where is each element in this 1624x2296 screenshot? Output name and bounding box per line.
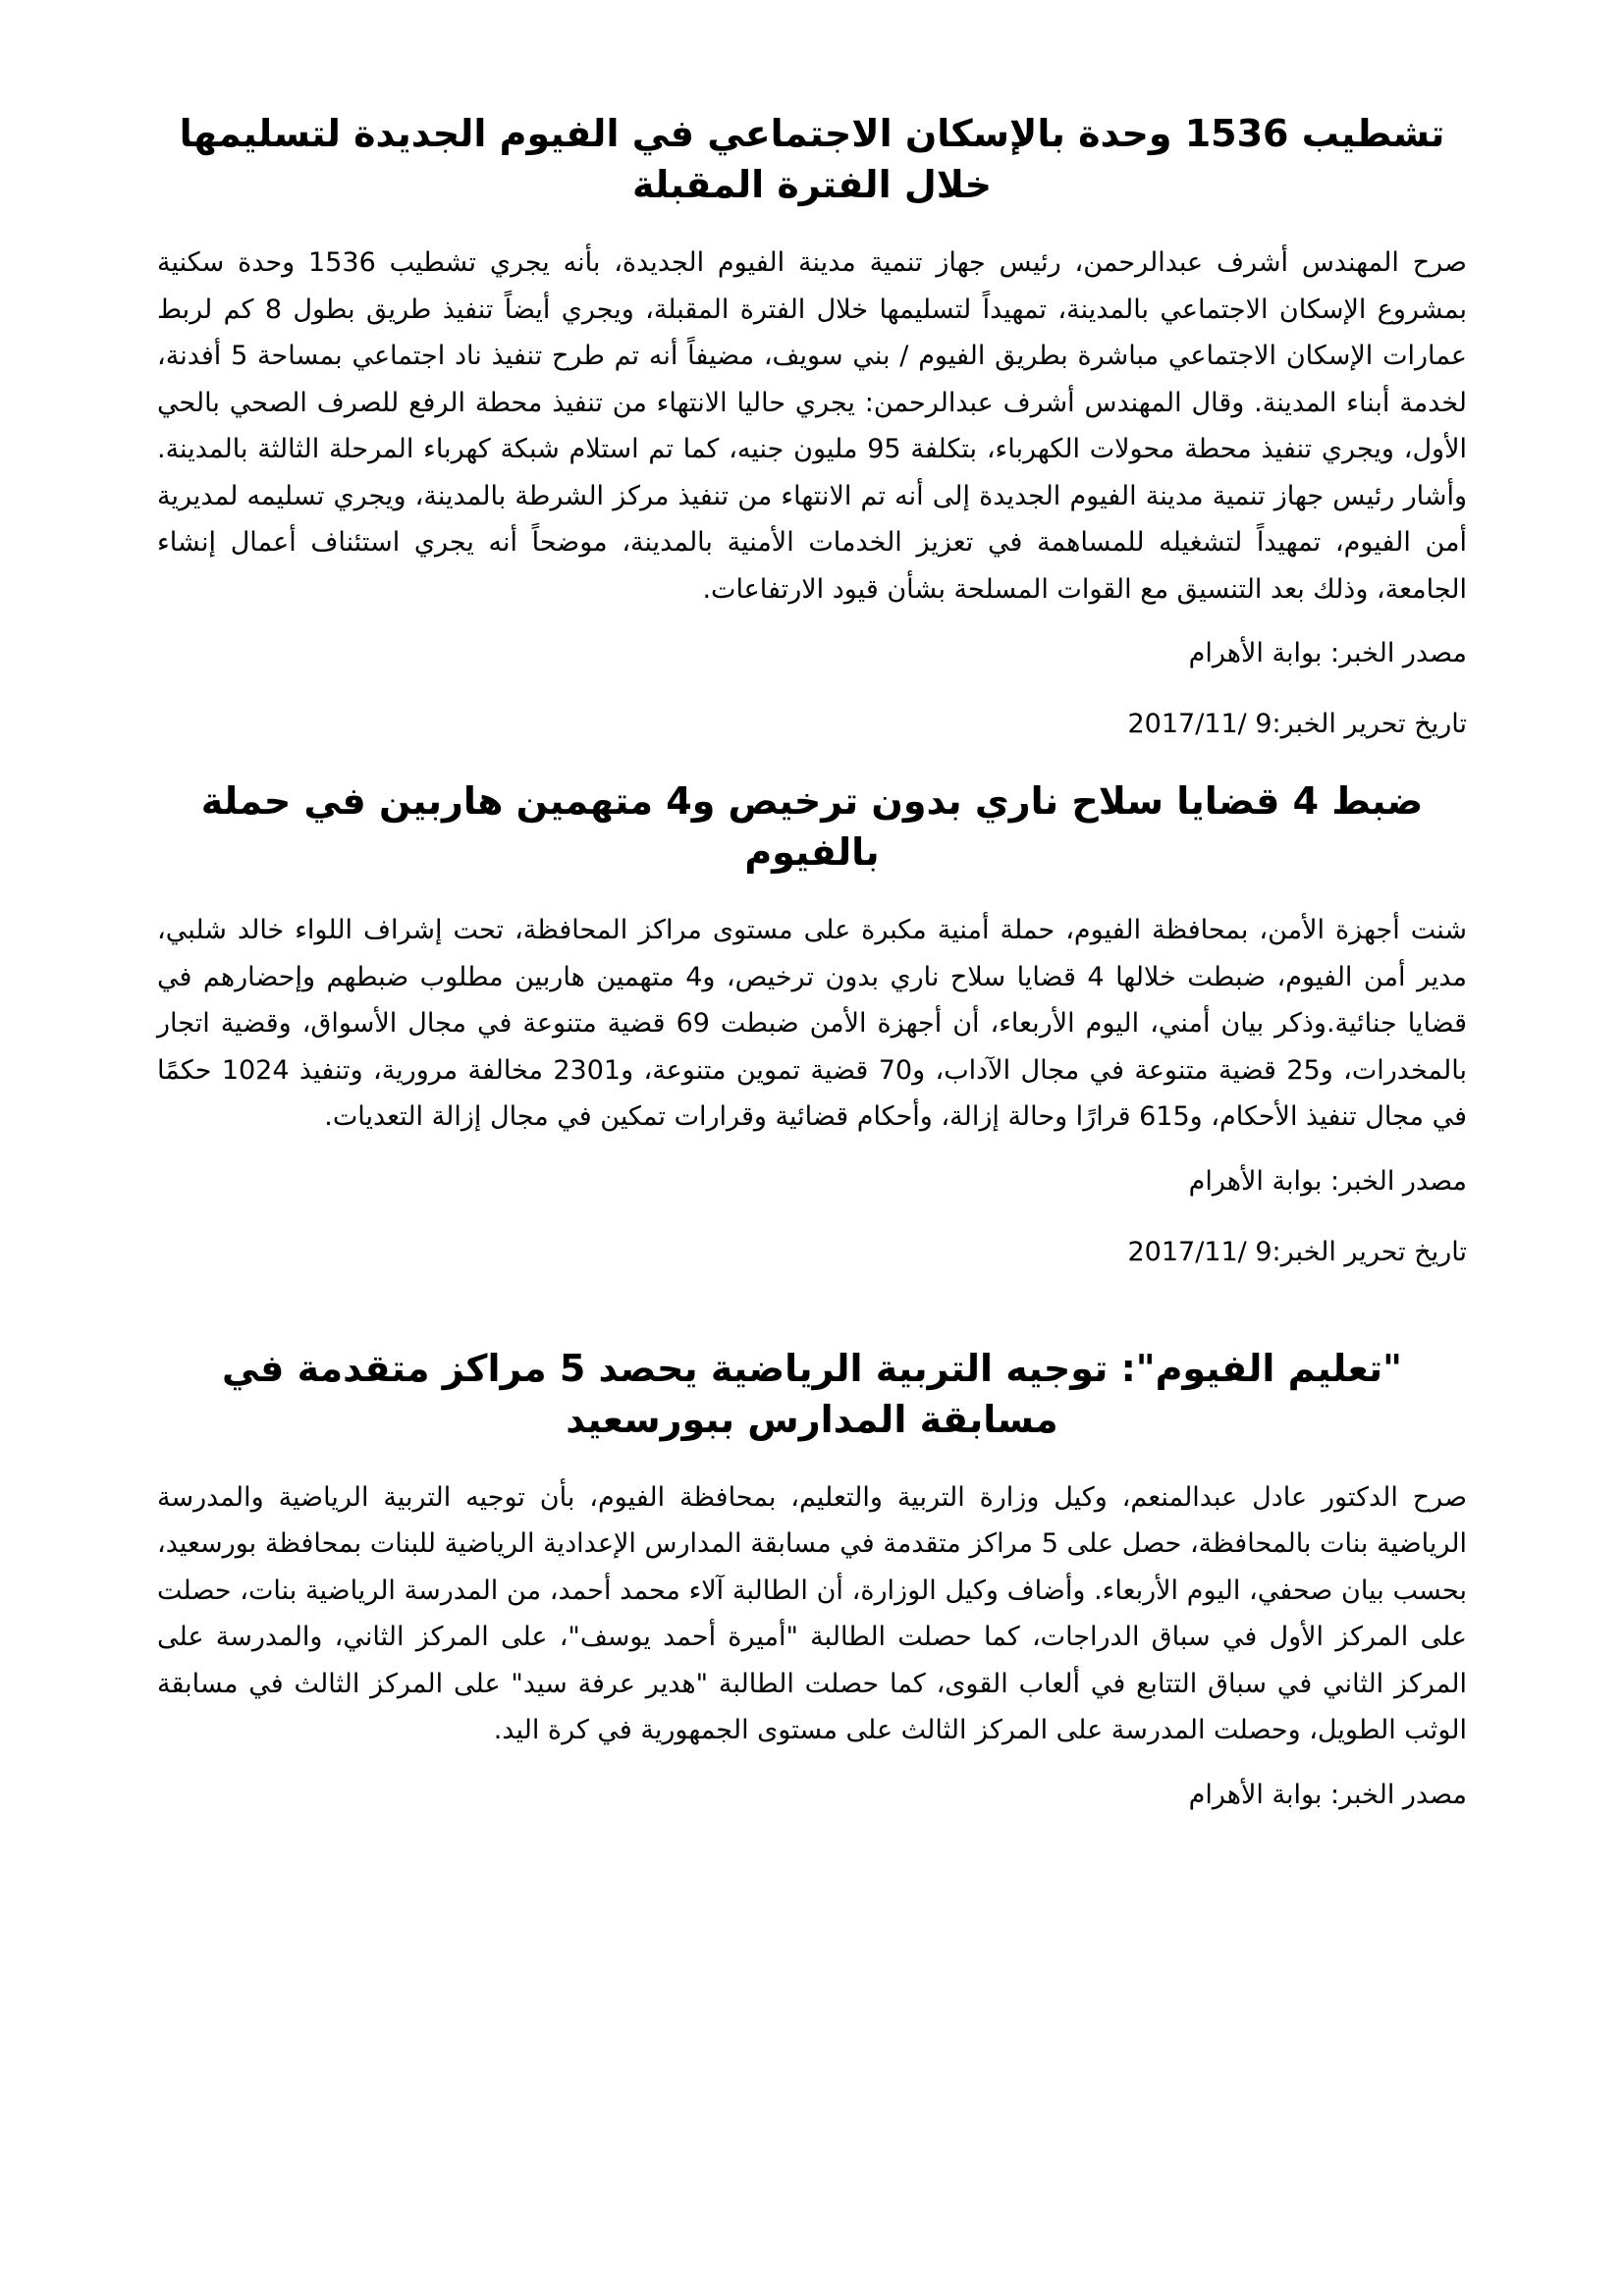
article-housing [157, 108, 1467, 744]
article-source: مصدر الخبر: بوابة الأهرام [1188, 1779, 1467, 1810]
article-security [157, 775, 1467, 1272]
article-body: شنت أجهزة الأمن، بمحافظة الفيوم، حملة أمنية مكبرة على مستوى مراكز المحافظة، تحت إشراف اللواء خالد شلبي، مدير أمن الفيوم، ضبطت خلالها 4 قضايا سلاح ناري بدون ترخيص، و4 متهمين هاربين مطلوب ضبطهم وإحضارهم في قضايا جنائية.وذكر بيان أمني، اليوم الأربعاء، أن أجهزة الأمن ضبطت 69 قضية متنوعة في مجال الأسواق، وقضية اتجار بالمخدرات، و25 قضية متنوعة في مجال الآداب، و70 قضية تموين متنوعة، و2301 مخالفة مرورية، وتنفيذ 1024 حكمًا في مجال تنفيذ الأحكام، و615 قرارًا وحالة إزالة، وأحكام قضائية وقرارات تمكين في مجال إزالة التعديات. [157, 915, 1467, 1132]
article-body: صرح المهندس أشرف عبدالرحمن، رئيس جهاز تنمية مدينة الفيوم الجديدة، بأنه يجري تشطيب 1536 وحدة سكنية بمشروع الإسكان الاجتماعي بالمدينة، تمهيداً لتسليمها خلال الفترة المقبلة، ويجري أيضاً تنفيذ طريق بطول 8 كم لربط عمارات الإسكان الاجتماعي مباشرة بطريق الفيوم / بني سويف، مضيفاً أنه تم طرح تنفيذ ناد اجتماعي بمساحة 5 أفدنة، لخدمة أبناء المدينة. وقال المهندس أشرف عبدالرحمن: يجري حاليا الانتهاء من تنفيذ محطة الرفع للصرف الصحي بالحي الأول، ويجري تنفيذ محطة محولات الكهرباء، بتكلفة 95 مليون جنيه، كما تم استلام شبكة كهرباء المرحلة الثالثة بالمدينة. وأشار رئيس جهاز تنمية مدينة الفيوم الجديدة إلى أنه تم الانتهاء من تنفيذ مركز الشرطة بالمدينة، ويجري تسليمه لمديرية أمن الفيوم، تمهيداً لتشغيله للمساهمة في تعزيز الخدمات الأمنية بالمدينة، موضحاً أنه يجري استئناف أعمال إنشاء الجامعة، وذلك بعد التنسيق مع القوات المسلحة بشأن قيود الارتفاعات. [157, 247, 1467, 605]
article-body: صرح الدكتور عادل عبدالمنعم، وكيل وزارة التربية والتعليم، بمحافظة الفيوم، بأن توجيه التربية الرياضية والمدرسة الرياضية بنات بالمحافظة، حصل على 5 مراكز متقدمة في مسابقة المدارس الإعدادية الرياضية للبنات بمحافظة بورسعيد، بحسب بيان صحفي، اليوم الأربعاء. وأضاف وكيل الوزارة، أن الطالبة آلاء محمد أحمد، من المدرسة الرياضية بنات، حصلت على المركز الأول في سباق الدراجات، كما حصلت الطالبة "أميرة أحمد يوسف"، على المركز الثاني، والمدرسة على المركز الثاني في سباق التتابع في ألعاب القوى، كما حصلت الطالبة "هدير عرفة سيد" على المركز الثالث في مسابقة الوثب الطويل، وحصلت المدرسة على المركز الثالث على مستوى الجمهورية في كرة اليد. [157, 1481, 1467, 1745]
article-education [157, 1343, 1467, 1815]
article-date: تاريخ تحرير الخبر:9 /2017/11 [1127, 709, 1467, 739]
article-title: ضبط 4 قضايا سلاح ناري بدون ترخيص و4 متهمين هاربين في حملة بالفيوم [200, 779, 1424, 874]
article-date: تاريخ تحرير الخبر:9 /2017/11 [1127, 1236, 1467, 1267]
article-title: "تعليم الفيوم": توجيه التربية الرياضية يحصد 5 مراكز متقدمة في مسابقة المدارس ببورسعيد [222, 1346, 1402, 1441]
article-title: تشطيب 1536 وحدة بالإسكان الاجتماعي في الفيوم الجديدة لتسليمها خلال الفترة المقبلة [179, 112, 1445, 206]
article-source: مصدر الخبر: بوابة الأهرام [1188, 1165, 1467, 1197]
document-page [157, 108, 1467, 1846]
article-source: مصدر الخبر: بوابة الأهرام [1188, 638, 1467, 668]
